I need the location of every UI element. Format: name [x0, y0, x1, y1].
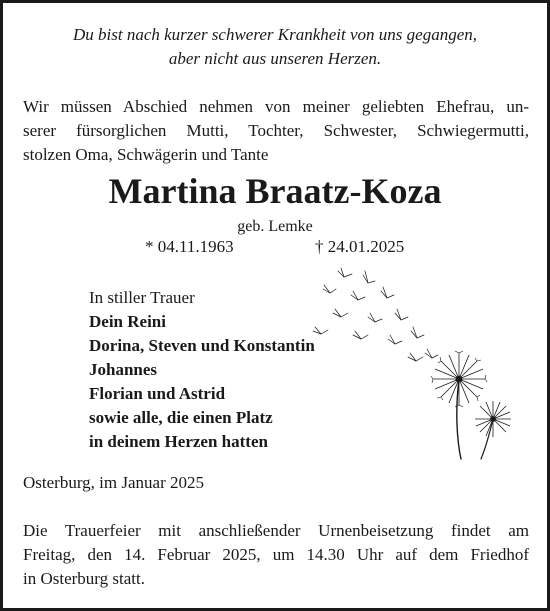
intro-line-2: serer fürsorglichen Mutti, Tochter, Schwester, Schwiegermutti, [23, 121, 529, 140]
motto-line-1: Du bist nach kurzer schwerer Krankheit von uns gegangen, [72, 25, 477, 44]
mourner-line: sowie alle, die einen Platz [89, 408, 273, 427]
place-date: Osterburg, im Januar 2025 [23, 473, 204, 492]
motto [3, 23, 547, 71]
mourners-list [89, 286, 315, 454]
intro-text [23, 95, 529, 167]
motto-line-2: aber nicht aus unseren Herzen. [168, 49, 382, 68]
intro-line-3: stolzen Oma, Schwägerin und Tante [23, 145, 269, 164]
mourner-line: in deinem Herzen hatten [89, 432, 268, 451]
service-line-3: in Osterburg statt. [23, 569, 145, 588]
intro-line-1: Wir müssen Abschied nehmen von meiner geliebten Ehefrau, un- [23, 97, 529, 116]
mourner-line: Johannes [89, 360, 158, 379]
service-line-2: Freitag, den 14. Februar 2025, um 14.30 Uhr auf dem Friedhof [23, 545, 529, 564]
deceased-name: Martina Braatz-Koza [108, 171, 442, 211]
mourner-line: Dorina, Steven und Konstantin [89, 336, 315, 355]
death-date: † 24.01.2025 [315, 237, 405, 256]
dandelion-icon [293, 261, 523, 461]
birth-name: geb. Lemke [237, 218, 313, 235]
mourners-intro: In stiller Trauer [89, 288, 195, 307]
funeral-service-text [23, 519, 529, 591]
birth-date: * 04.11.1963 [145, 237, 234, 256]
mourner-line: Dein Reini [89, 312, 166, 331]
service-line-1: Die Trauerfeier mit anschließender Urnenbeisetzung findet am [23, 521, 529, 540]
mourner-line: Florian und Astrid [89, 384, 226, 403]
